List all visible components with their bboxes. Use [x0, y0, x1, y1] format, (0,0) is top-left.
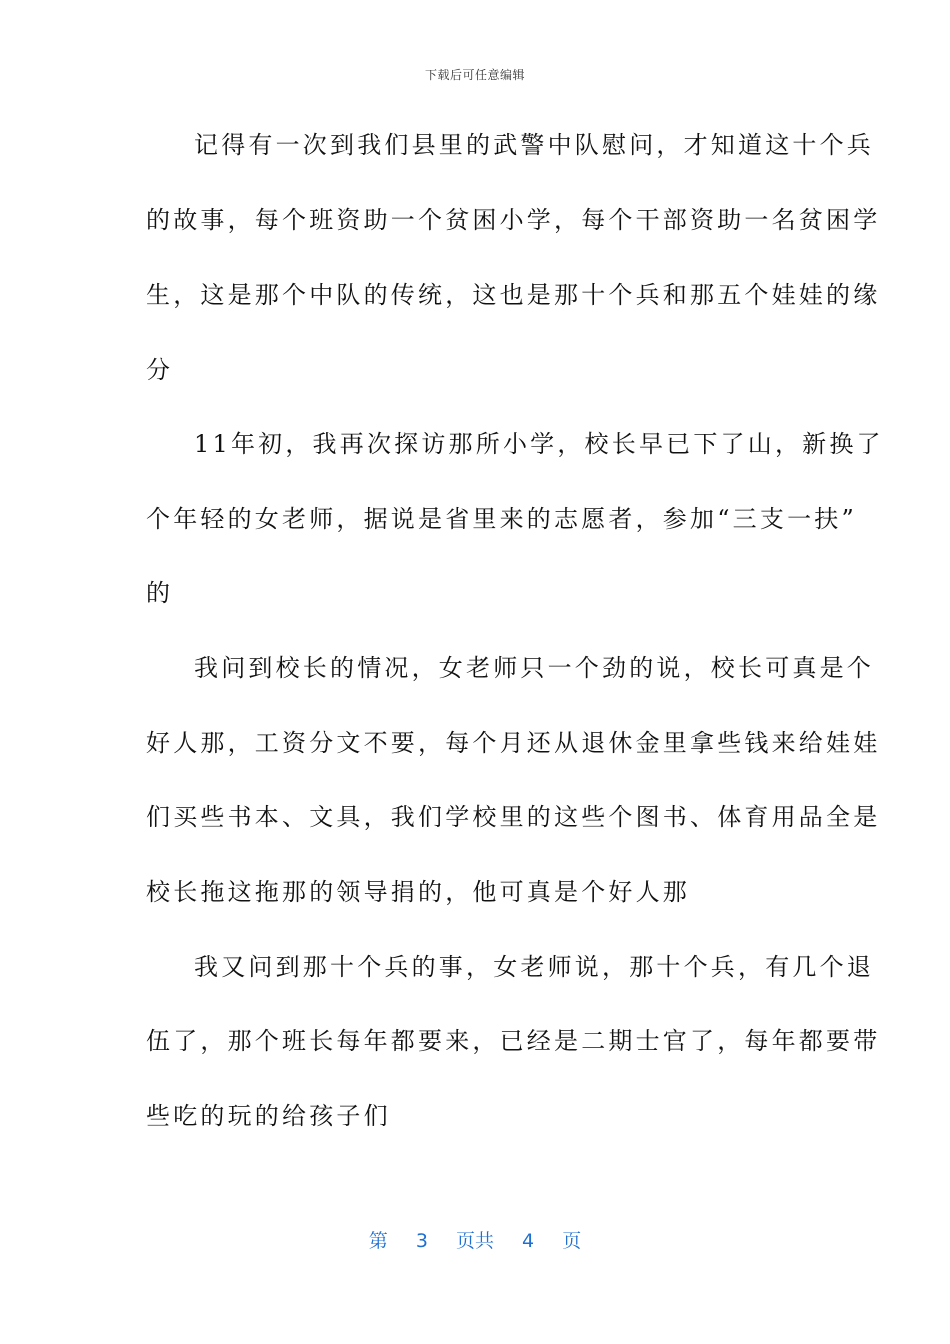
text-line: 好人那，工资分文不要，每个月还从退休金里拿些钱来给娃娃: [146, 729, 881, 757]
footer-middle: 页共: [455, 1230, 494, 1252]
text-line: 分: [146, 356, 174, 384]
text-line: 的: [146, 579, 174, 607]
text-line: 个年轻的女老师，据说是省里来的志愿者，参加“三支一扶”: [146, 505, 857, 533]
text-line: 我又问到那十个兵的事，女老师说，那十个兵，有几个退: [194, 953, 874, 981]
text-line: 11年初，我再次探访那所小学，校长早已下了山，新换了: [194, 430, 884, 458]
text-line: 校长拖这拖那的领导捐的，他可真是个好人那: [146, 878, 690, 906]
page-footer: [0, 1226, 950, 1253]
total-page-count: 4: [522, 1230, 535, 1252]
text-line: 些吃的玩的给孩子们: [146, 1102, 391, 1130]
text-line: 我问到校长的情况，女老师只一个劲的说，校长可真是个: [194, 654, 874, 682]
text-line: 伍了，那个班长每年都要来，已经是二期士官了，每年都要带: [146, 1027, 881, 1055]
header-note: 下载后可任意编辑: [424, 68, 525, 82]
text-line: 们买些书本、文具，我们学校里的这些个图书、体育用品全是: [146, 803, 881, 831]
text-line: 的故事，每个班资助一个贫困小学，每个干部资助一名贫困学: [146, 206, 881, 234]
text-line: 生，这是那个中队的传统，这也是那十个兵和那五个娃娃的缘: [146, 281, 881, 309]
footer-suffix: 页: [562, 1230, 582, 1252]
text-line: 记得有一次到我们县里的武警中队慰问，才知道这十个兵: [194, 131, 874, 159]
current-page-number: 3: [415, 1230, 428, 1252]
footer-prefix: 第: [368, 1230, 388, 1252]
